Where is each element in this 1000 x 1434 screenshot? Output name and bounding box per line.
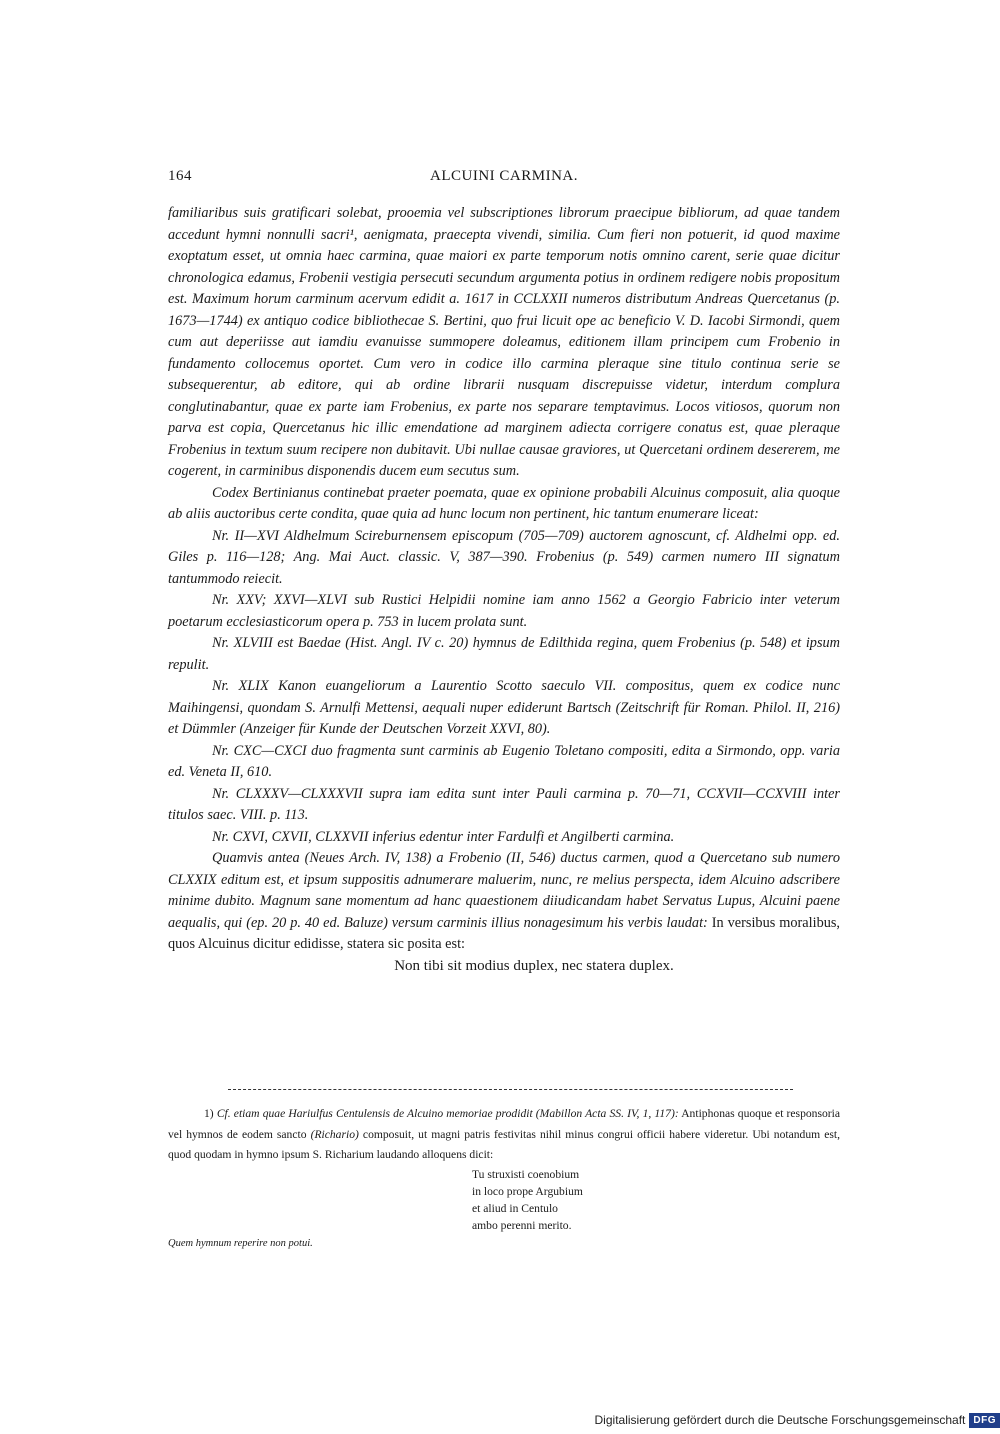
paragraph: Nr. XXV; XXVI—XLVI sub Rustici Helpidii nomine iam anno 1562 a Georgio Fabricio inter veterum poetarum ecclesiasticorum opera p. 753 in lucem prolata sunt.: [168, 592, 840, 630]
footnote-separator: [228, 1089, 793, 1090]
quote-intro: In versibus moralibus, quos Alcuinus dicitur edidisse, statera sic posita est:: [168, 914, 841, 952]
quoted-verse: Non tibi sit modius duplex, nec statera duplex.: [394, 957, 674, 974]
paragraph: familiaribus suis gratificari solebat, prooemia vel subscriptiones librorum praecipue bibliorum, ad quae tandem accedunt hymni nonnulli sacri¹, aenigmata, praecepta vivendi, similia. Cum fieri non potuerit, id quod maxime exoptatum esset, ut omnia haec carmina, quae maiori ex parte temporum notis omnino carent, serie quae dicitur chronologica edamus, Frobenii vestigia persecuti secundum argumenta potius in ordinem redigere nobis propositum est. Maximum horum carminum acervum edidit a. 1617 in CCLXXII numeros distributum Andreas Quercetanus (p. 1673—1744) ex antiquo codice bibliothecae S. Bertini, quo frui licuit ope ac beneficio V. D. Iacobi Sirmondi, quem cum aut deperiisse aut iamdiu evanuisse summopere doleamus, editionem illam principem cum Frobenio in fundamento collocemus oportet. Cum vero in codice illo carmina pleraque sine titulo continua serie se subsequerentur, ab editore, qui ab ordine librarii nusquam discrepuisse videtur, interdum complura conglutinabantur, quae ex parte iam Frobenius, ex parte nos separare temptavimus. Locos vitiosos, quorum non parva est copia, Quercetanus hic illic emendatione ad marginem adiecta corrigere conatus est, quae pleraque Frobenius in textum suum recipere non dubitavit. Ubi nullae causae graviores, ut Quercetani ordinem desererem, me cogerent, in carminibus disponendis ducem eum secutus sum.: [168, 205, 840, 479]
verse-line: ambo perenni merito.: [472, 1218, 572, 1232]
footnote-marker: 1): [204, 1107, 214, 1120]
funding-text: Digitalisierung gefördert durch die Deutsche Forschungsgemeinschaft: [594, 1413, 966, 1427]
page-header: [168, 168, 840, 190]
paragraph: Nr. CLXXXV—CLXXXVII supra iam edita sunt inter Pauli carmina p. 70—71, CCXVII—CCXVIII inter titulos saec. VIII. p. 113.: [168, 785, 840, 823]
main-text: [168, 203, 840, 977]
footnotes: [168, 1104, 840, 1254]
verse-line: Tu struxisti coenobium: [472, 1167, 580, 1181]
footnote-text-d: composuit, ut magni patris festivitas nihil minus congrui officii habere videretur. Ubi notandum est, quod quodam in hymno ipsum S. Richarium laudando alloquens dicit:: [168, 1127, 840, 1161]
paragraph: Nr. XLVIII est Baedae (Hist. Angl. IV c. 20) hymnus de Edilthida regina, quem Frobenius (p. 548) et ipsum repulit.: [168, 635, 840, 673]
footnote-verse: [472, 1166, 840, 1234]
paragraph: Nr. CXVI, CXVII, CLXXVII inferius edentur inter Fardulfi et Angilberti carmina.: [212, 828, 675, 845]
running-title: ALCUINI CARMINA.: [430, 168, 578, 184]
footnote-text-c: (Richario): [310, 1127, 359, 1141]
paragraph-text: Quamvis antea (Neues Arch. IV, 138) a Frobenio (II, 546) ductus carmen, quod a Quercetano sub numero CLXXIX editum est, et ipsum suppositis adnumerare maluerim, nunc, re melius perspecta, idem Alcuino adscribere minime dubito. Magnum sane momentum ad hanc quaestionem diiudicandam habet Servatus Lupus, Alcuini paene aequalis, qui (ep. 20 p. 40 ed. Baluze) versum carminis illius nonagesimum his verbis laudat:: [168, 850, 840, 931]
paragraph-with-quote: [168, 848, 840, 956]
footnote-text-a: Cf. etiam quae Hariulfus Centulensis de Alcuino memoriae prodidit (Mabillon Acta SS. IV, 1, 117):: [216, 1107, 679, 1120]
footnote: [168, 1104, 840, 1166]
verse-line: et aliud in Centulo: [472, 1201, 558, 1215]
footnote-text-b: Antiphonas quoque et responsoria vel hymnos de eodem sancto: [168, 1107, 840, 1141]
page-number: 164: [168, 168, 192, 184]
paragraph: Codex Bertinianus continebat praeter poemata, quae ex opinione probabili Alcuinus composuit, alia quoque ab aliis auctoribus certe condita, quae quia ad hunc locum non pertinent, hic tantum enumerare liceat:: [168, 484, 840, 522]
paragraph: Nr. XLIX Kanon euangeliorum a Laurentio Scotto saeculo VII. compositus, quem ex codice nunc Maihingensi, quondam S. Arnulfi Mettensi, aequali nuper ediderunt Bartsch (Zeitschrift für Roman. Philol. II, 216) et Dümmler (Anzeiger für Kunde der Deutschen Vorzeit XXVI, 80).: [168, 678, 840, 737]
paragraph: Nr. CXC—CXCI duo fragmenta sunt carminis ab Eugenio Toletano compositi, edita a Sirmondo, opp. varia ed. Veneta II, 610.: [168, 742, 840, 780]
dfg-logo: DFG: [969, 1413, 1000, 1428]
verse-line: in loco prope Argubium: [472, 1184, 583, 1198]
paragraph: Nr. II—XVI Aldhelmum Scireburnensem episcopum (705—709) auctorem agnoscunt, cf. Aldhelmi opp. ed. Giles p. 116—128; Ang. Mai Auct. classic. V, 387—390. Frobenius (p. 549) carmen numero III signatum tantummodo reiecit.: [168, 527, 840, 587]
footnote-closing: Quem hymnum reperire non potui.: [168, 1237, 313, 1249]
funding-banner: [595, 1410, 1000, 1430]
